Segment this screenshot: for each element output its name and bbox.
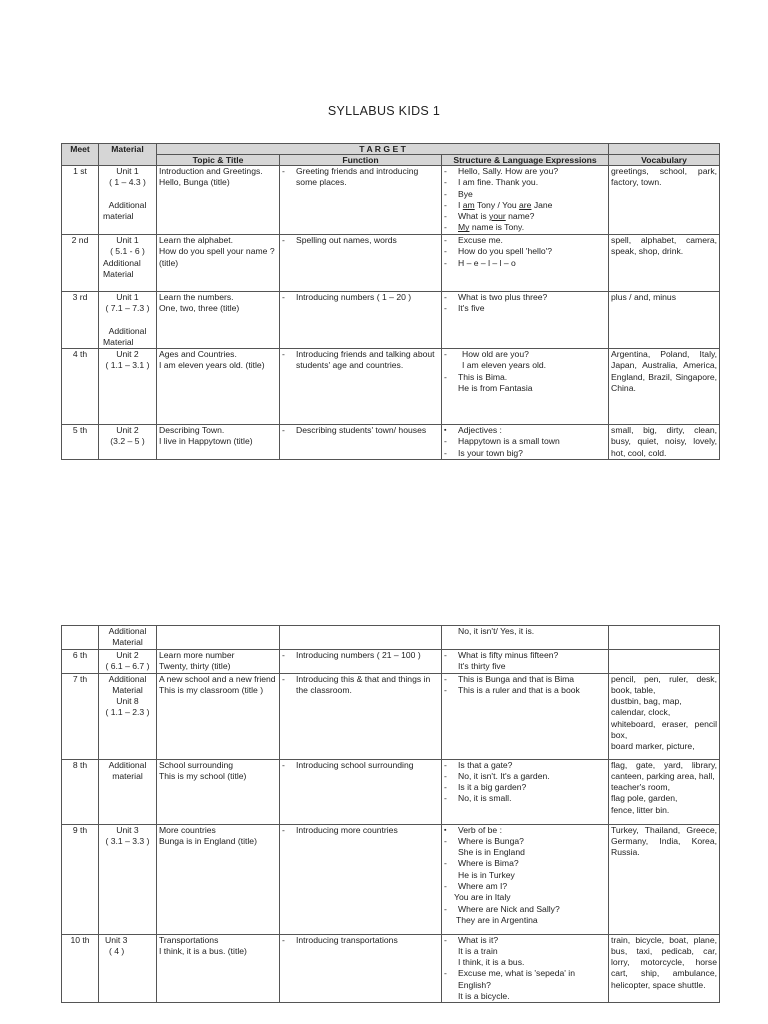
- structure-line: You are in Italy: [454, 892, 511, 903]
- table-row: [62, 235, 720, 292]
- material-cell: Unit 2 ( 6.1 – 6.7 ): [99, 649, 157, 673]
- structure-line: This is a ruler and that is a book: [458, 684, 580, 695]
- square-bullet-icon: ▪: [444, 427, 447, 435]
- vocabulary-cell: flag, gate, yard, library, canteen, parking area, hall, teacher's room, flag pole, garden, fence, litter bin.: [609, 759, 720, 824]
- header-meet: Meet: [62, 144, 99, 166]
- meet-cell: 4 th: [62, 349, 99, 425]
- table-row: [62, 626, 720, 650]
- structure-cell: - Hello, Sally. How are you? - I am fine. Thank you. - Bye - I am Tony / You are Jane - What is your name? - My name is Tony.: [442, 166, 609, 235]
- topic-cell: A new school and a new friend This is my classroom (title ): [157, 673, 280, 759]
- material-cell: Unit 3 ( 3.1 – 3.3 ): [99, 824, 157, 934]
- vocabulary-cell: Turkey, Thailand, Greece, Germany, India, Korea, Russia.: [609, 824, 720, 934]
- meet-cell: [62, 626, 99, 650]
- function-cell: - Describing students' town/ houses: [280, 425, 442, 460]
- structure-line: How do you spell 'hello'?: [458, 246, 553, 257]
- function-text: Describing students' town/ houses: [296, 425, 427, 436]
- vocabulary-cell: [609, 626, 720, 650]
- material-cell: Unit 3 ( 4 ): [99, 934, 157, 1003]
- structure-line: Is that a gate?: [458, 759, 513, 770]
- structure-line: Where is Bima?: [458, 858, 519, 869]
- meet-cell: 9 th: [62, 824, 99, 934]
- function-cell: - Introducing this & that and things in the classroom.: [280, 673, 442, 759]
- structure-line: What is two plus three?: [458, 292, 548, 302]
- function-text: Introducing friends and talking about students' age and countries.: [296, 349, 435, 371]
- vocabulary-cell: spell, alphabet, camera, speak, shop, drink.: [609, 235, 720, 292]
- topic-cell: School surrounding This is my school (title): [157, 759, 280, 824]
- header-topic: Topic & Title: [157, 155, 280, 166]
- structure-line: H – e – l – l – o: [458, 257, 516, 268]
- material-cell: Unit 2 ( 1.1 – 3.1 ): [99, 349, 157, 425]
- function-cell: - Introducing friends and talking about students' age and countries.: [280, 349, 442, 425]
- function-text: Introducing transportations: [296, 934, 398, 945]
- material-line: ( 1 – 4.3 ): [109, 177, 146, 188]
- header-function: Function: [280, 155, 442, 166]
- function-text: Introducing numbers ( 1 – 20 ): [296, 292, 412, 302]
- structure-line: I am Tony / You are Jane: [458, 199, 553, 210]
- material-line: Unit 1: [116, 166, 139, 176]
- function-text: Introducing school surrounding: [296, 759, 414, 770]
- header-blank: [609, 144, 720, 155]
- material-cell: [99, 166, 157, 235]
- vocabulary-cell: pencil, pen, ruler, desk, book, table, dustbin, bag, map, calendar, clock, whiteboard, eraser, pencil box, board marker, picture,: [609, 673, 720, 759]
- topic-cell: More countries Bunga is in England (title): [157, 824, 280, 934]
- function-cell: - Introducing numbers ( 21 – 100 ): [280, 649, 442, 673]
- syllabus-table-part-2: [61, 625, 720, 1003]
- structure-line: He is from Fantasia: [458, 383, 533, 394]
- topic-cell: Transportations I think, it is a bus. (title): [157, 934, 280, 1003]
- table-row: [62, 824, 720, 934]
- function-cell: - Introducing numbers ( 1 – 20 ): [280, 292, 442, 349]
- table-row: [62, 349, 720, 425]
- structure-cell: [442, 626, 609, 650]
- structure-line: Where is Bunga?: [458, 835, 524, 846]
- structure-cell: - Is that a gate? - No, it isn't. It's a garden. - Is it a big garden? - No, it is small.: [442, 759, 609, 824]
- meet-cell: 2 nd: [62, 235, 99, 292]
- structure-line: My name is Tony.: [458, 222, 525, 233]
- function-cell: [280, 626, 442, 650]
- structure-line: No, it isn't. It's a garden.: [458, 770, 550, 781]
- header-material: Material: [99, 144, 157, 166]
- header-vocabulary: Vocabulary: [609, 155, 720, 166]
- structure-line: This is Bunga and that is Bima: [458, 673, 575, 684]
- structure-cell: - How old are you? I am eleven years old. - This is Bima. He is from Fantasia: [442, 349, 609, 425]
- material-cell: Additional material: [99, 759, 157, 824]
- material-line: Additional: [108, 199, 147, 210]
- vocabulary-cell: [609, 649, 720, 673]
- structure-cell: - What is it? It is a train I think, it is a bus. - Excuse me, what is 'sepeda' in English? It is a bicycle.: [442, 934, 609, 1003]
- structure-line: What is fifty minus fifteen?: [458, 649, 559, 660]
- syllabus-table-part-1: [61, 143, 720, 460]
- structure-line: I am eleven years old.: [462, 360, 547, 371]
- function-cell: - Introducing transportations: [280, 934, 442, 1003]
- structure-line: Where am I?: [458, 881, 508, 892]
- function-text: Introducing numbers ( 21 – 100 ): [296, 649, 421, 660]
- structure-cell: ▪ Verb of be : - Where is Bunga? She is in England - Where is Bima? He is in Turkey - Where am I? You are in Italy - Where are Nick and Sally? They are in Argentina: [442, 824, 609, 934]
- structure-line: What is your name?: [458, 211, 535, 222]
- header-target: T A R G E T: [157, 144, 609, 155]
- structure-line: They are in Argentina: [456, 914, 538, 925]
- material-cell: Unit 1 ( 5.1 - 6 ) Additional Material: [99, 235, 157, 292]
- function-text: Introducing more countries: [296, 824, 398, 835]
- table-row: [62, 425, 720, 460]
- structure-line: Excuse me, what is 'sepeda' in English?: [458, 968, 575, 990]
- material-cell: Unit 2 (3.2 – 5 ): [99, 425, 157, 460]
- structure-line: How old are you?: [462, 349, 529, 360]
- structure-line: Happytown is a small town: [458, 436, 560, 447]
- function-cell: - Introducing school surrounding: [280, 759, 442, 824]
- structure-line: Is your town big?: [458, 447, 523, 458]
- function-text: Greeting friends and introducing some places.: [296, 166, 419, 188]
- topic-line: Hello, Bunga (title): [159, 177, 230, 188]
- topic-cell: Describing Town. I live in Happytown (title): [157, 425, 280, 460]
- structure-line: It is a train: [458, 945, 498, 956]
- structure-cell: ▪ Adjectives : - Happytown is a small town - Is your town big?: [442, 425, 609, 460]
- vocabulary-cell: small, big, dirty, clean, busy, quiet, noisy, lovely, hot, cool, cold.: [609, 425, 720, 460]
- structure-cell: - What is fifty minus fifteen? It's thirty five: [442, 649, 609, 673]
- table-row: [62, 292, 720, 349]
- table-row: [62, 673, 720, 759]
- structure-line: It is a bicycle.: [458, 991, 510, 1002]
- function-text: Spelling out names, words: [296, 235, 397, 245]
- structure-line: Where are Nick and Sally?: [458, 903, 560, 914]
- structure-line: Hello, Sally. How are you?: [458, 166, 559, 176]
- structure-line: No, it isn't/ Yes, it is.: [458, 626, 535, 636]
- structure-line: It's thirty five: [458, 660, 506, 671]
- structure-line: No, it is small.: [458, 793, 512, 804]
- structure-line: Bye: [458, 188, 473, 199]
- function-cell: - Spelling out names, words: [280, 235, 442, 292]
- topic-cell: Learn more number Twenty, thirty (title): [157, 649, 280, 673]
- topic-cell: Learn the numbers. One, two, three (title): [157, 292, 280, 349]
- structure-line: She is in England: [458, 847, 525, 858]
- structure-line: It's five: [458, 303, 485, 314]
- table-row: [62, 759, 720, 824]
- structure-line: Verb of be :: [458, 824, 502, 835]
- topic-cell: [157, 166, 280, 235]
- vocabulary-cell: train, bicycle, boat, plane, bus, taxi, pedicab, car, lorry, motorcycle, horse cart, ship, ambulance, helicopter, space shuttle.: [609, 934, 720, 1003]
- material-cell: Unit 1 ( 7.1 – 7.3 ) Additional Material: [99, 292, 157, 349]
- structure-line: Is it a big garden?: [458, 782, 527, 793]
- structure-line: I am fine. Thank you.: [458, 177, 539, 188]
- structure-cell: - Excuse me. - How do you spell 'hello'? - H – e – l – l – o: [442, 235, 609, 292]
- meet-cell: 7 th: [62, 673, 99, 759]
- vocabulary-cell: greetings, school, park, factory, town.: [609, 166, 720, 235]
- meet-cell: 6 th: [62, 649, 99, 673]
- meet-cell: 3 rd: [62, 292, 99, 349]
- structure-line: This is Bima.: [458, 371, 508, 382]
- table-row: [62, 934, 720, 1003]
- vocabulary-cell: Argentina, Poland, Italy, Japan, Australia, America, England, Brazil, Singapore, China.: [609, 349, 720, 425]
- document-title: SYLLABUS KIDS 1: [327, 104, 441, 118]
- meet-cell: 5 th: [62, 425, 99, 460]
- topic-cell: [157, 626, 280, 650]
- topic-line: Introduction and Greetings.: [159, 166, 263, 176]
- structure-line: I think, it is a bus.: [458, 957, 525, 968]
- topic-cell: Learn the alphabet. How do you spell your name ? (title): [157, 235, 280, 292]
- structure-line: He is in Turkey: [458, 869, 515, 880]
- function-cell: - Introducing more countries: [280, 824, 442, 934]
- structure-cell: - This is Bunga and that is Bima - This is a ruler and that is a book: [442, 673, 609, 759]
- meet-cell: 8 th: [62, 759, 99, 824]
- meet-cell: 10 th: [62, 934, 99, 1003]
- structure-line: What is it?: [458, 934, 499, 945]
- material-cell: Additional Material Unit 8 ( 1.1 – 2.3 ): [99, 673, 157, 759]
- structure-line: Adjectives :: [458, 425, 502, 436]
- topic-cell: Ages and Countries. I am eleven years old. (title): [157, 349, 280, 425]
- material-line: material: [103, 210, 134, 221]
- meet-cell: 1 st: [62, 166, 99, 235]
- square-bullet-icon: ▪: [444, 826, 447, 834]
- vocabulary-cell: plus / and, minus: [609, 292, 720, 349]
- material-cell: Additional Material: [99, 626, 157, 650]
- function-cell: - Greeting friends and introducing some places.: [280, 166, 442, 235]
- structure-cell: - What is two plus three? - It's five: [442, 292, 609, 349]
- table-row: [62, 649, 720, 673]
- function-text: Introducing this & that and things in the classroom.: [296, 673, 431, 695]
- structure-line: Excuse me.: [458, 235, 503, 245]
- header-structure: Structure & Language Expressions: [442, 155, 609, 166]
- table-row: [62, 166, 720, 235]
